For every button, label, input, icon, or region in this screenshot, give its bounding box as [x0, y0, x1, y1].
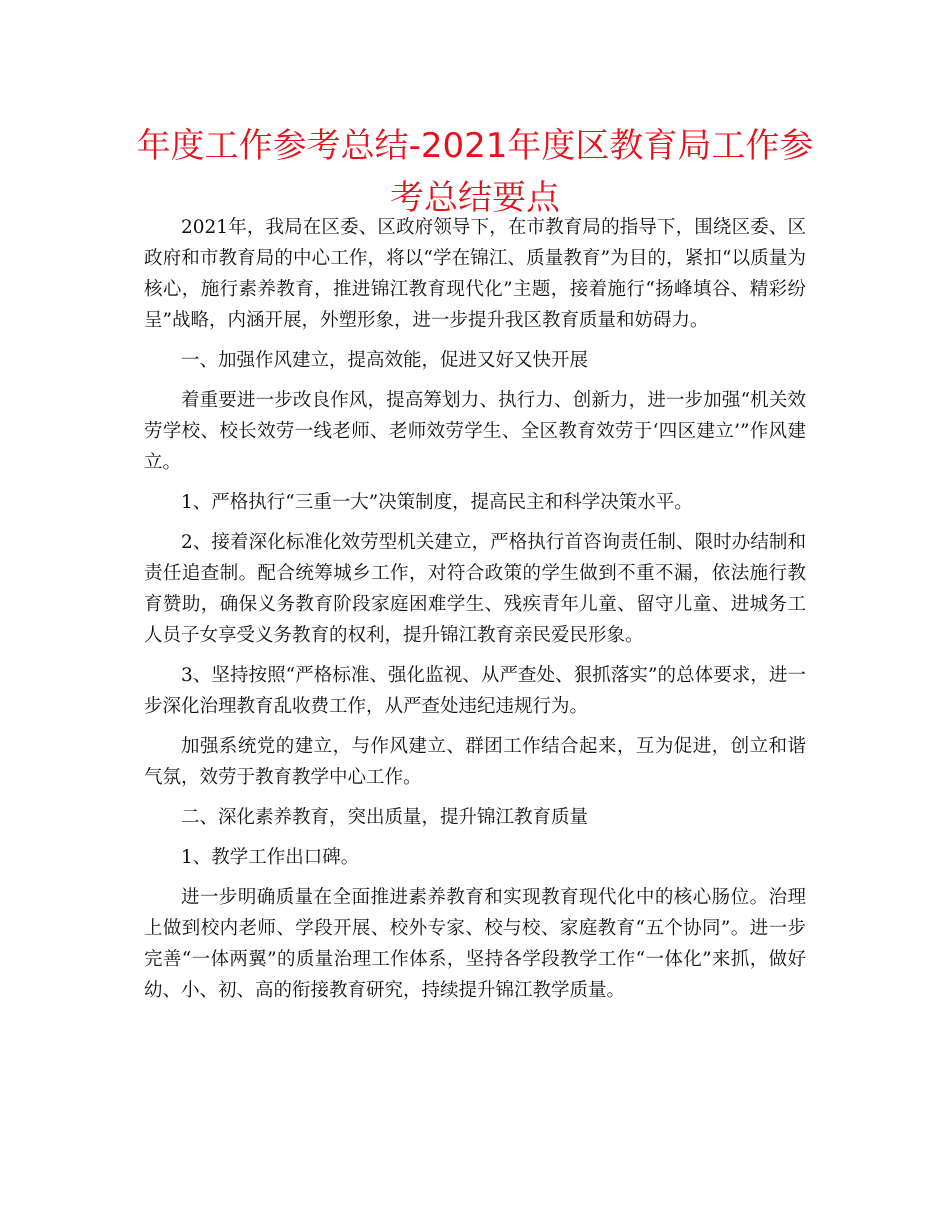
list-item: 3、坚持按照“严格标准、强化监视、从严查处、狠抓落实”的总体要求，进一步深化治理教育乱收费工作，从严查处违纪违规行为。 [144, 665, 806, 717]
list-item: 2、接着深化标准化效劳型机关建立，严格执行首咨询责任制、限时办结制和责任追查制。配合统筹城乡工作，对符合政策的学生做到不重不漏，依法施行教育赞助，确保义务教育阶段家庭困难学生、残疾青年儿童、留守儿童、进城务工人员子女享受义务教育的权利，提升锦江教育亲民爱民形象。 [144, 532, 806, 646]
section-heading-1: 一、加强作风建立，提高效能，促进又好又快开展 [181, 350, 589, 371]
paragraph: 加强系统党的建立，与作风建立、群团工作结合起来，互为促进，创立和谐气氛，效劳于教育教学中心工作。 [144, 736, 806, 788]
paragraph: 进一步明确质量在全面推进素养教育和实现教育现代化中的核心肠位。治理上做到校内老师、学段开展、校外专家、校与校、家庭教育“五个协同”。进一步完善“一体两翼”的质量治理工作体系，坚持各学段教学工作“一体化”来抓，做好幼、小、初、高的衔接教育研究，持续提升锦江教学质量。 [144, 887, 806, 1001]
list-item: 1、教学工作出口碑。 [181, 847, 360, 868]
document-body [144, 212, 806, 1015]
list-item: 1、严格执行“三重一大”决策制度，提高民主和科学决策水平。 [181, 492, 693, 513]
paragraph-intro: 2021年，我局在区委、区政府领导下，在市教育局的指导下，围绕区委、区政府和市教育局的中心工作，将以“学在锦江、质量教育”为目的，紧扣“以质量为核心，施行素养教育，推进锦江教育现代化”主题，接着施行“扬峰填谷、精彩纷呈”战略，内涵开展，外塑形象，进一步提升我区教育质量和妨碍力。 [144, 217, 806, 331]
section-heading-2: 二、深化素养教育，突出质量，提升锦江教育质量 [181, 807, 589, 828]
document-title: 年度工作参考总结-2021年度区教育局工作参考总结要点 [136, 126, 814, 218]
paragraph: 着重要进一步改良作风，提高筹划力、执行力、创新力，进一步加强“机关效劳学校、校长效劳一线老师、老师效劳学生、全区教育效劳于‘四区建立’”作风建立。 [144, 390, 806, 473]
